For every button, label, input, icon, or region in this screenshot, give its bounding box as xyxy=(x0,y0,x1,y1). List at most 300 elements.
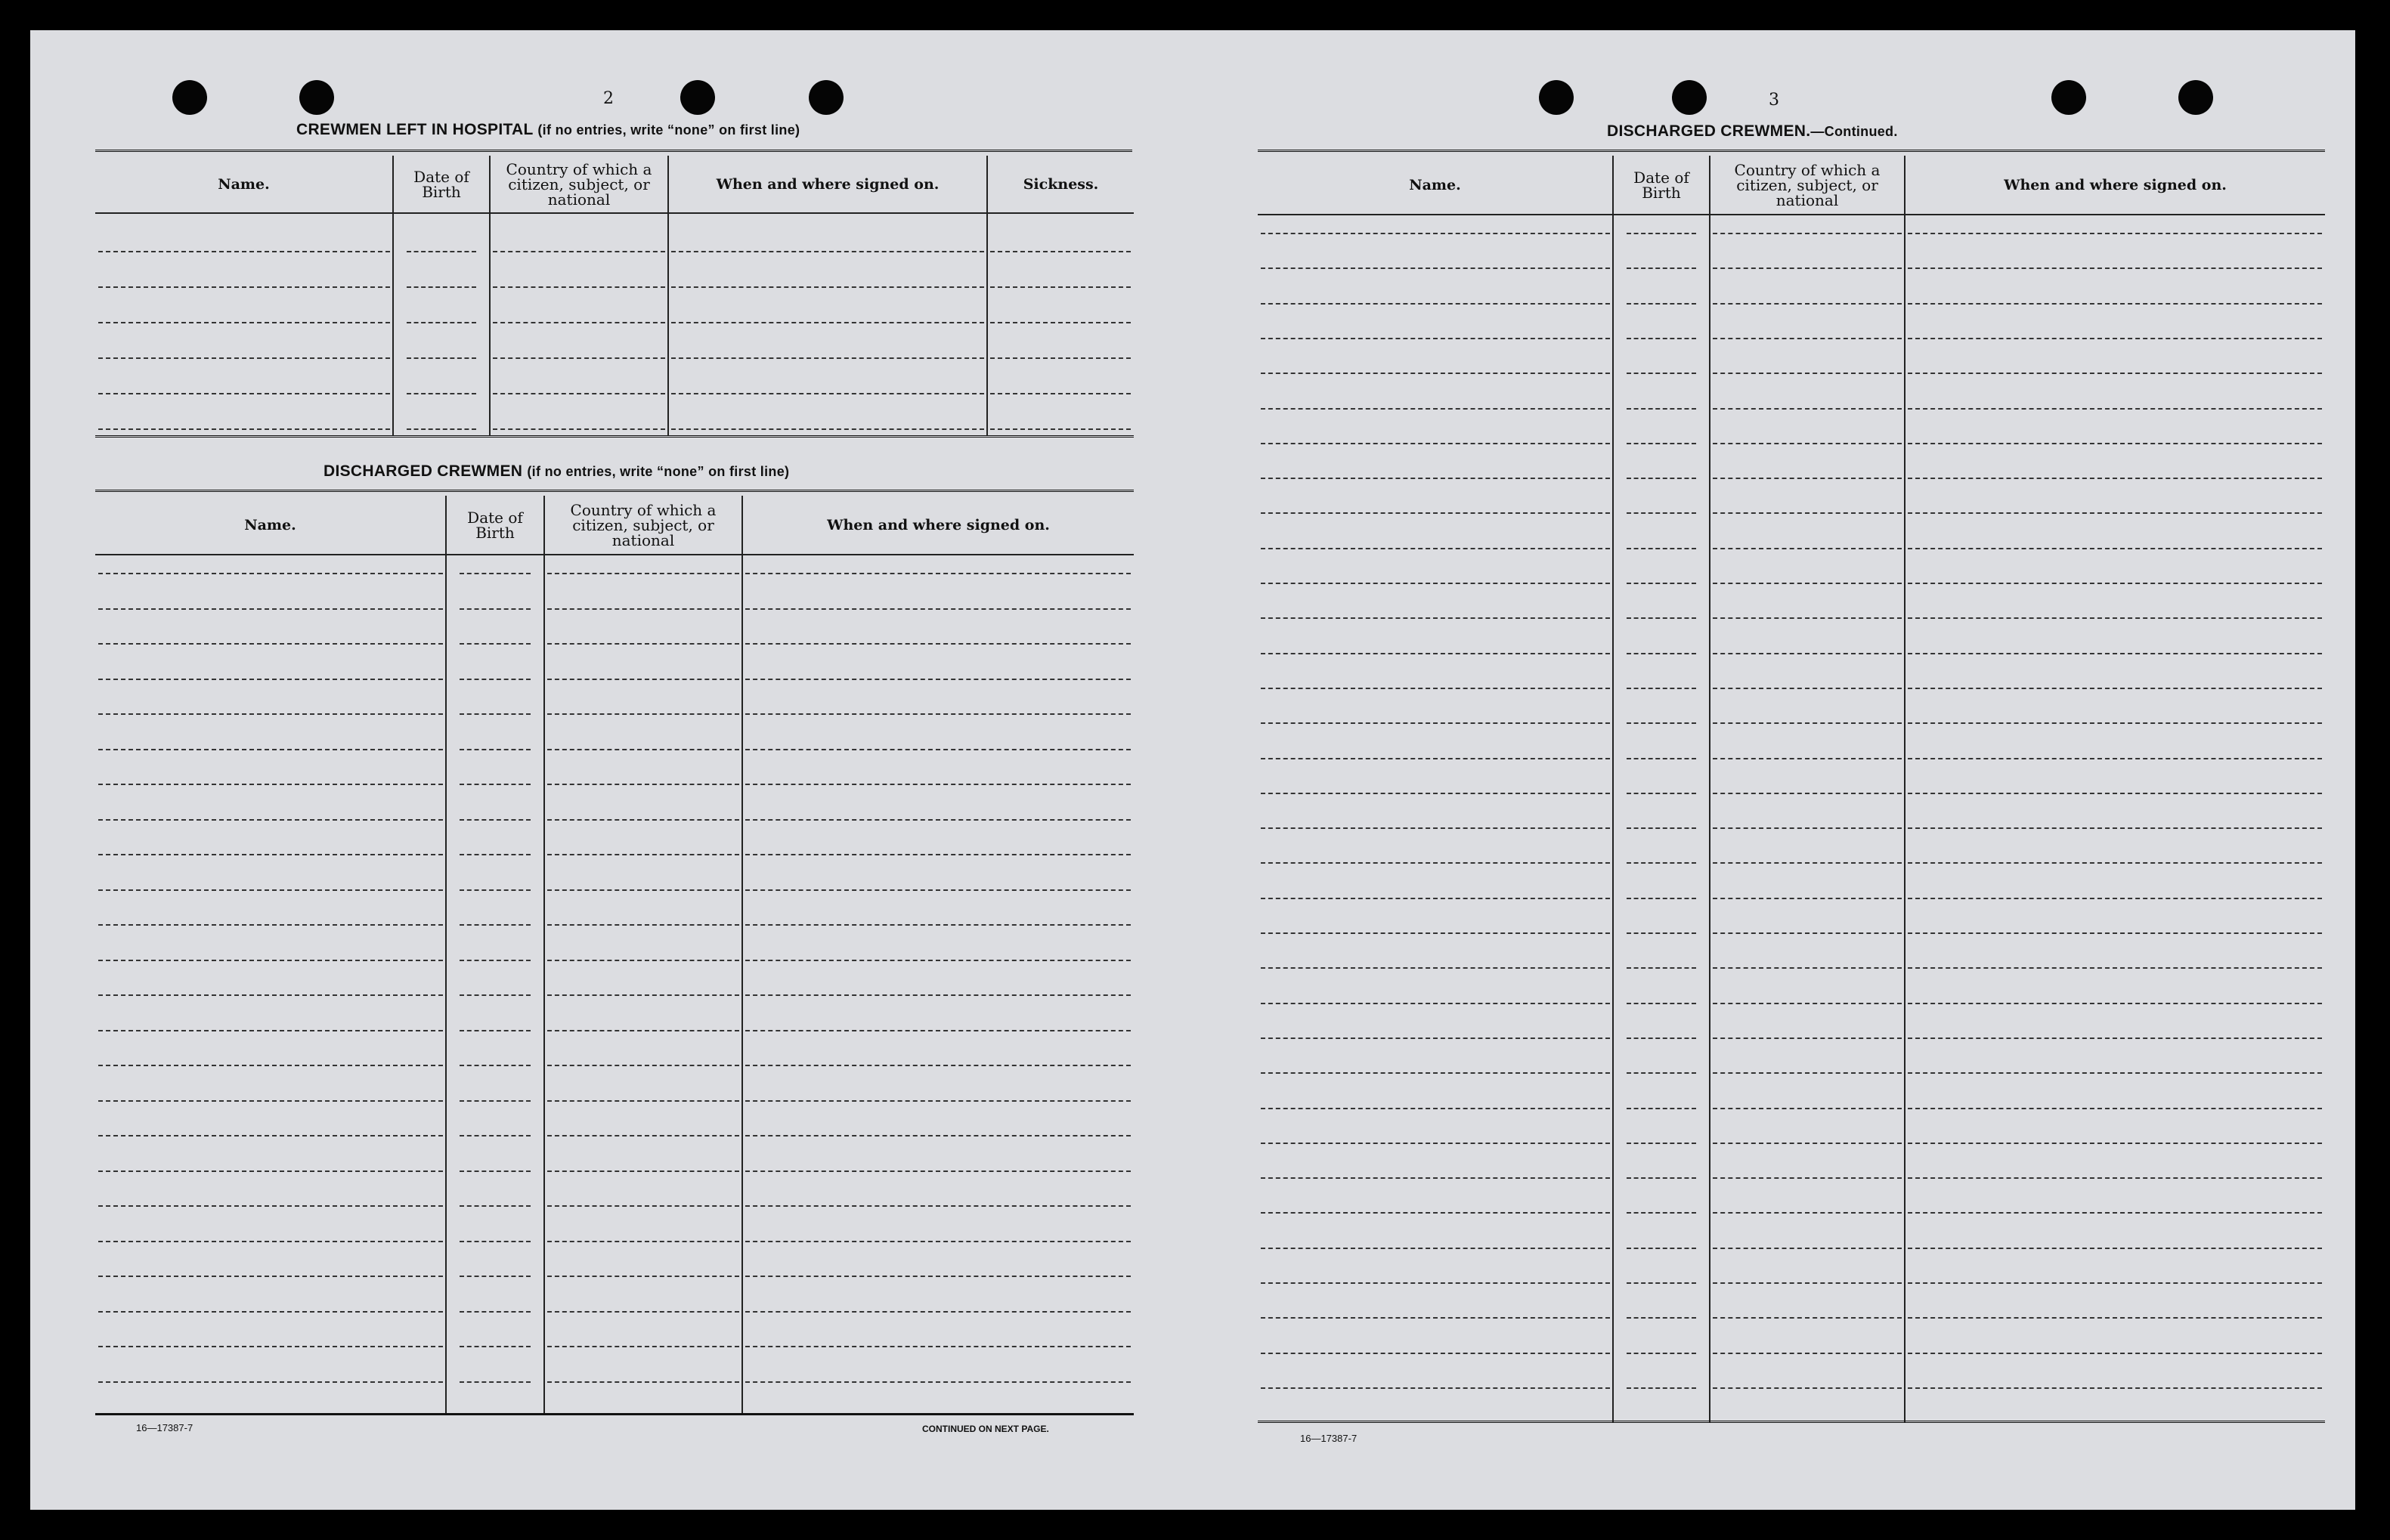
ruled-line xyxy=(460,713,531,715)
ruled-line xyxy=(493,357,665,359)
ruled-line xyxy=(745,924,1131,926)
ruled-line xyxy=(1627,1317,1696,1319)
ruled-line xyxy=(1627,758,1696,759)
punch-hole xyxy=(172,80,207,115)
ruled-line xyxy=(98,1241,443,1242)
ruled-line xyxy=(1261,898,1610,899)
ruled-line xyxy=(493,286,665,288)
ruled-line xyxy=(1627,827,1696,829)
ruled-line xyxy=(1908,1072,2322,1074)
ruled-line xyxy=(98,428,390,430)
entry-column-sickness[interactable] xyxy=(987,213,1134,435)
ruled-line xyxy=(745,784,1131,785)
discharged-top-rule xyxy=(95,490,1134,495)
ruled-line xyxy=(1627,478,1696,479)
punch-hole xyxy=(299,80,334,115)
ruled-line xyxy=(990,357,1131,359)
col-header-signed-on: When and where signed on. xyxy=(742,496,1134,555)
ruled-line xyxy=(460,1030,531,1031)
discharged-section-title xyxy=(324,462,789,481)
page-number-left: 2 xyxy=(603,89,614,108)
ruled-line xyxy=(98,994,443,996)
ruled-line xyxy=(98,713,443,715)
ruled-line xyxy=(460,1381,531,1383)
ruled-line xyxy=(1627,1212,1696,1214)
discharged-bottom-rule xyxy=(95,1413,1134,1415)
ruled-line xyxy=(547,960,739,961)
ruled-line xyxy=(1908,1037,2322,1039)
ruled-line xyxy=(1713,1282,1902,1284)
form-sheet xyxy=(30,30,2355,1510)
hospital-bottom-rule xyxy=(95,435,1134,441)
ruled-line xyxy=(98,889,443,891)
ruled-line xyxy=(460,1135,531,1136)
form-number-right: 16—17387-7 xyxy=(1300,1433,1358,1444)
ruled-line xyxy=(745,1100,1131,1102)
ruled-line xyxy=(1261,478,1610,479)
ruled-line xyxy=(1908,548,2322,549)
ruled-line xyxy=(1261,793,1610,794)
ruled-line xyxy=(460,573,531,574)
continued-section-title xyxy=(1607,122,1898,141)
ruled-line xyxy=(1713,793,1902,794)
ruled-line xyxy=(1261,1143,1610,1144)
ruled-line xyxy=(745,854,1131,855)
ruled-line xyxy=(547,643,739,645)
ruled-line xyxy=(1713,1143,1902,1144)
ruled-line xyxy=(547,889,739,891)
continued-table xyxy=(1258,156,2325,1422)
ruled-line xyxy=(1713,932,1902,934)
ruled-line xyxy=(547,1170,739,1172)
ruled-line xyxy=(1627,898,1696,899)
ruled-line xyxy=(1908,722,2322,724)
discharged-table xyxy=(95,496,1134,1415)
discharged-title-text: DISCHARGED CREWMEN xyxy=(324,462,523,480)
ruled-line xyxy=(460,1205,531,1207)
ruled-line xyxy=(745,1205,1131,1207)
ruled-line xyxy=(98,1065,443,1066)
ruled-line xyxy=(1713,512,1902,514)
ruled-line xyxy=(493,322,665,323)
ruled-line xyxy=(1908,443,2322,444)
ruled-line xyxy=(407,322,476,323)
ruled-line xyxy=(1713,1212,1902,1214)
ruled-line xyxy=(547,1381,739,1383)
ruled-line xyxy=(1627,443,1696,444)
ruled-line xyxy=(1261,688,1610,689)
ruled-line xyxy=(1908,967,2322,969)
ruled-line xyxy=(460,924,531,926)
hospital-table xyxy=(95,156,1134,435)
ruled-line xyxy=(547,924,739,926)
ruled-line xyxy=(745,749,1131,750)
ruled-line xyxy=(98,854,443,855)
ruled-line xyxy=(547,608,739,610)
entry-column-date-of-birth[interactable] xyxy=(1613,215,1710,1422)
ruled-line xyxy=(1908,303,2322,305)
ruled-line xyxy=(460,608,531,610)
ruled-line xyxy=(98,1100,443,1102)
entry-column-name[interactable] xyxy=(95,213,393,435)
ruled-line xyxy=(547,1346,739,1347)
ruled-line xyxy=(1627,233,1696,234)
ruled-line xyxy=(1261,932,1610,934)
continued-top-rule xyxy=(1258,150,2325,155)
ruled-line xyxy=(1908,653,2322,654)
ruled-line xyxy=(547,713,739,715)
ruled-line xyxy=(98,960,443,961)
ruled-line xyxy=(1908,338,2322,339)
col-header-date-of-birth: Date of Birth xyxy=(446,496,544,555)
ruled-line xyxy=(460,1170,531,1172)
ruled-line xyxy=(98,251,390,252)
ruled-line xyxy=(745,608,1131,610)
entry-column-signed-on[interactable] xyxy=(668,213,987,435)
ruled-line xyxy=(1261,303,1610,305)
ruled-line xyxy=(1713,1037,1902,1039)
ruled-line xyxy=(460,889,531,891)
ruled-line xyxy=(460,994,531,996)
ruled-line xyxy=(98,643,443,645)
ruled-line xyxy=(1908,758,2322,759)
col-header-country: Country of which a citizen, subject, or national xyxy=(544,496,742,555)
ruled-line xyxy=(1908,1387,2322,1389)
ruled-line xyxy=(1908,233,2322,234)
ruled-line xyxy=(460,1100,531,1102)
ruled-line xyxy=(1713,688,1902,689)
ruled-line xyxy=(1908,1108,2322,1109)
ruled-line xyxy=(407,428,476,430)
ruled-line xyxy=(1261,1003,1610,1004)
ruled-line xyxy=(493,251,665,252)
ruled-line xyxy=(1261,827,1610,829)
ruled-line xyxy=(1713,862,1902,864)
ruled-line xyxy=(98,1030,443,1031)
ruled-line xyxy=(1261,548,1610,549)
ruled-line xyxy=(98,679,443,680)
ruled-line xyxy=(1261,758,1610,759)
col-header-sickness: Sickness. xyxy=(987,156,1134,213)
ruled-line xyxy=(745,573,1131,574)
ruled-line xyxy=(460,960,531,961)
ruled-line xyxy=(98,357,390,359)
ruled-line xyxy=(745,679,1131,680)
ruled-line xyxy=(671,286,984,288)
ruled-line xyxy=(460,749,531,750)
continued-title-note: —Continued. xyxy=(1810,124,1898,139)
ruled-line xyxy=(1908,1003,2322,1004)
ruled-line xyxy=(1908,373,2322,374)
col-header-name: Name. xyxy=(1258,156,1613,215)
ruled-line xyxy=(1908,478,2322,479)
ruled-line xyxy=(460,1065,531,1066)
ruled-line xyxy=(1261,512,1610,514)
ruled-line xyxy=(460,819,531,821)
entry-column-country[interactable] xyxy=(544,555,742,1415)
ruled-line xyxy=(1713,267,1902,269)
ruled-line xyxy=(1627,1248,1696,1249)
ruled-line xyxy=(1261,1353,1610,1354)
ruled-line xyxy=(1627,653,1696,654)
ruled-line xyxy=(1627,793,1696,794)
ruled-line xyxy=(98,608,443,610)
hospital-title-note: (if no entries, write “none” on first line) xyxy=(537,122,800,138)
ruled-line xyxy=(1713,653,1902,654)
ruled-line xyxy=(745,1030,1131,1031)
ruled-line xyxy=(1908,1248,2322,1249)
ruled-line xyxy=(98,749,443,750)
ruled-line xyxy=(460,1311,531,1313)
ruled-line xyxy=(1261,1177,1610,1179)
continued-title-text: DISCHARGED CREWMEN. xyxy=(1607,122,1811,140)
ruled-line xyxy=(1627,688,1696,689)
ruled-line xyxy=(1713,408,1902,410)
ruled-line xyxy=(1713,898,1902,899)
ruled-line xyxy=(1908,1282,2322,1284)
ruled-line xyxy=(547,749,739,750)
ruled-line xyxy=(1908,1143,2322,1144)
ruled-line xyxy=(407,393,476,394)
ruled-line xyxy=(1627,408,1696,410)
entry-column-date-of-birth[interactable] xyxy=(393,213,490,435)
col-header-signed-on: When and where signed on. xyxy=(668,156,987,213)
ruled-line xyxy=(745,960,1131,961)
ruled-line xyxy=(547,1276,739,1277)
ruled-line xyxy=(1261,1072,1610,1074)
entry-column-name[interactable] xyxy=(95,555,446,1415)
punch-hole xyxy=(2178,80,2213,115)
hospital-title-text: CREWMEN LEFT IN HOSPITAL xyxy=(296,121,534,138)
ruled-line xyxy=(1261,267,1610,269)
ruled-line xyxy=(745,819,1131,821)
ruled-line xyxy=(1713,1108,1902,1109)
ruled-line xyxy=(1261,617,1610,619)
ruled-line xyxy=(990,393,1131,394)
continued-bottom-rule xyxy=(1258,1421,2325,1426)
ruled-line xyxy=(98,1276,443,1277)
ruled-line xyxy=(1908,898,2322,899)
ruled-line xyxy=(1627,722,1696,724)
ruled-line xyxy=(98,1311,443,1313)
ruled-line xyxy=(671,393,984,394)
ruled-line xyxy=(1908,1212,2322,1214)
ruled-line xyxy=(547,1100,739,1102)
discharged-title-note: (if no entries, write “none” on first line) xyxy=(527,464,790,479)
ruled-line xyxy=(745,889,1131,891)
ruled-line xyxy=(547,1241,739,1242)
ruled-line xyxy=(1713,1353,1902,1354)
ruled-line xyxy=(1713,722,1902,724)
punch-hole xyxy=(1672,80,1707,115)
ruled-line xyxy=(1908,932,2322,934)
ruled-line xyxy=(1908,408,2322,410)
ruled-line xyxy=(1713,758,1902,759)
ruled-line xyxy=(493,393,665,394)
continued-note: CONTINUED ON NEXT PAGE. xyxy=(922,1424,1049,1434)
ruled-line xyxy=(1627,967,1696,969)
ruled-line xyxy=(1627,862,1696,864)
col-header-country: Country of which a citizen, subject, or national xyxy=(1710,156,1905,215)
ruled-line xyxy=(547,994,739,996)
ruled-line xyxy=(1908,617,2322,619)
ruled-line xyxy=(745,1346,1131,1347)
ruled-line xyxy=(1261,1037,1610,1039)
ruled-line xyxy=(460,679,531,680)
ruled-line xyxy=(1261,1248,1610,1249)
ruled-line xyxy=(671,428,984,430)
form-number-left: 16—17387-7 xyxy=(136,1422,193,1433)
ruled-line xyxy=(1908,793,2322,794)
ruled-line xyxy=(1908,267,2322,269)
ruled-line xyxy=(1261,967,1610,969)
ruled-line xyxy=(990,251,1131,252)
ruled-line xyxy=(1713,1317,1902,1319)
entry-column-name[interactable] xyxy=(1258,215,1613,1422)
ruled-line xyxy=(1627,583,1696,584)
ruled-line xyxy=(1713,1072,1902,1074)
ruled-line xyxy=(407,251,476,252)
col-header-country: Country of which a citizen, subject, or national xyxy=(490,156,668,213)
ruled-line xyxy=(990,322,1131,323)
ruled-line xyxy=(547,1205,739,1207)
ruled-line xyxy=(671,357,984,359)
ruled-line xyxy=(1261,722,1610,724)
ruled-line xyxy=(671,251,984,252)
ruled-line xyxy=(1713,548,1902,549)
ruled-line xyxy=(1627,1387,1696,1389)
ruled-line xyxy=(745,1065,1131,1066)
ruled-line xyxy=(460,1241,531,1242)
ruled-line xyxy=(98,819,443,821)
ruled-line xyxy=(460,1276,531,1277)
ruled-line xyxy=(407,357,476,359)
ruled-line xyxy=(1627,1072,1696,1074)
ruled-line xyxy=(460,643,531,645)
punch-hole xyxy=(2051,80,2086,115)
ruled-line xyxy=(98,1381,443,1383)
ruled-line xyxy=(745,994,1131,996)
ruled-line xyxy=(1261,233,1610,234)
ruled-line xyxy=(1261,862,1610,864)
ruled-line xyxy=(547,784,739,785)
ruled-line xyxy=(1713,443,1902,444)
ruled-line xyxy=(1627,512,1696,514)
ruled-line xyxy=(1713,1177,1902,1179)
ruled-line xyxy=(460,854,531,855)
ruled-line xyxy=(1713,967,1902,969)
ruled-line xyxy=(98,924,443,926)
entry-column-date-of-birth[interactable] xyxy=(446,555,544,1415)
ruled-line xyxy=(460,1346,531,1347)
ruled-line xyxy=(547,1065,739,1066)
ruled-line xyxy=(547,1311,739,1313)
ruled-line xyxy=(98,1135,443,1136)
ruled-line xyxy=(745,1170,1131,1172)
ruled-line xyxy=(1627,617,1696,619)
ruled-line xyxy=(1261,1387,1610,1389)
ruled-line xyxy=(1627,1108,1696,1109)
ruled-line xyxy=(671,322,984,323)
entry-column-signed-on[interactable] xyxy=(1905,215,2325,1422)
ruled-line xyxy=(1908,512,2322,514)
ruled-line xyxy=(745,1241,1131,1242)
ruled-line xyxy=(745,1135,1131,1136)
entry-column-signed-on[interactable] xyxy=(742,555,1134,1415)
ruled-line xyxy=(1713,338,1902,339)
ruled-line xyxy=(990,428,1131,430)
ruled-line xyxy=(1627,1282,1696,1284)
ruled-line xyxy=(1908,827,2322,829)
ruled-line xyxy=(98,784,443,785)
ruled-line xyxy=(1627,1003,1696,1004)
ruled-line xyxy=(1261,443,1610,444)
ruled-line xyxy=(1908,1353,2322,1354)
ruled-line xyxy=(1713,583,1902,584)
ruled-line xyxy=(1627,303,1696,305)
ruled-line xyxy=(1627,338,1696,339)
ruled-line xyxy=(407,286,476,288)
ruled-line xyxy=(1713,303,1902,305)
ruled-line xyxy=(1627,1353,1696,1354)
ruled-line xyxy=(98,573,443,574)
col-header-name: Name. xyxy=(95,156,393,213)
ruled-line xyxy=(98,1205,443,1207)
ruled-line xyxy=(1713,373,1902,374)
ruled-line xyxy=(98,1346,443,1347)
ruled-line xyxy=(1627,1037,1696,1039)
ruled-line xyxy=(745,713,1131,715)
entry-column-country[interactable] xyxy=(1710,215,1905,1422)
ruled-line xyxy=(745,1276,1131,1277)
ruled-line xyxy=(1908,1177,2322,1179)
ruled-line xyxy=(98,393,390,394)
ruled-line xyxy=(1261,1317,1610,1319)
ruled-line xyxy=(1627,548,1696,549)
hospital-section-title xyxy=(296,121,800,139)
entry-column-country[interactable] xyxy=(490,213,668,435)
ruled-line xyxy=(745,643,1131,645)
ruled-line xyxy=(1261,1282,1610,1284)
ruled-line xyxy=(1908,583,2322,584)
ruled-line xyxy=(547,819,739,821)
col-header-signed-on: When and where signed on. xyxy=(1905,156,2325,215)
ruled-line xyxy=(1713,478,1902,479)
ruled-line xyxy=(547,1030,739,1031)
ruled-line xyxy=(1627,373,1696,374)
col-header-date-of-birth: Date of Birth xyxy=(393,156,490,213)
ruled-line xyxy=(1261,1212,1610,1214)
ruled-line xyxy=(1713,1003,1902,1004)
ruled-line xyxy=(1908,862,2322,864)
ruled-line xyxy=(1713,233,1902,234)
punch-hole xyxy=(680,80,715,115)
ruled-line xyxy=(1627,1143,1696,1144)
ruled-line xyxy=(1261,1108,1610,1109)
ruled-line xyxy=(1261,583,1610,584)
ruled-line xyxy=(547,573,739,574)
ruled-line xyxy=(98,286,390,288)
ruled-line xyxy=(1713,617,1902,619)
hospital-top-rule xyxy=(95,150,1132,155)
col-header-date-of-birth: Date of Birth xyxy=(1613,156,1710,215)
ruled-line xyxy=(1627,267,1696,269)
ruled-line xyxy=(1713,1387,1902,1389)
ruled-line xyxy=(745,1381,1131,1383)
page-number-right: 3 xyxy=(1769,91,1779,110)
ruled-line xyxy=(98,322,390,323)
col-header-name: Name. xyxy=(95,496,446,555)
